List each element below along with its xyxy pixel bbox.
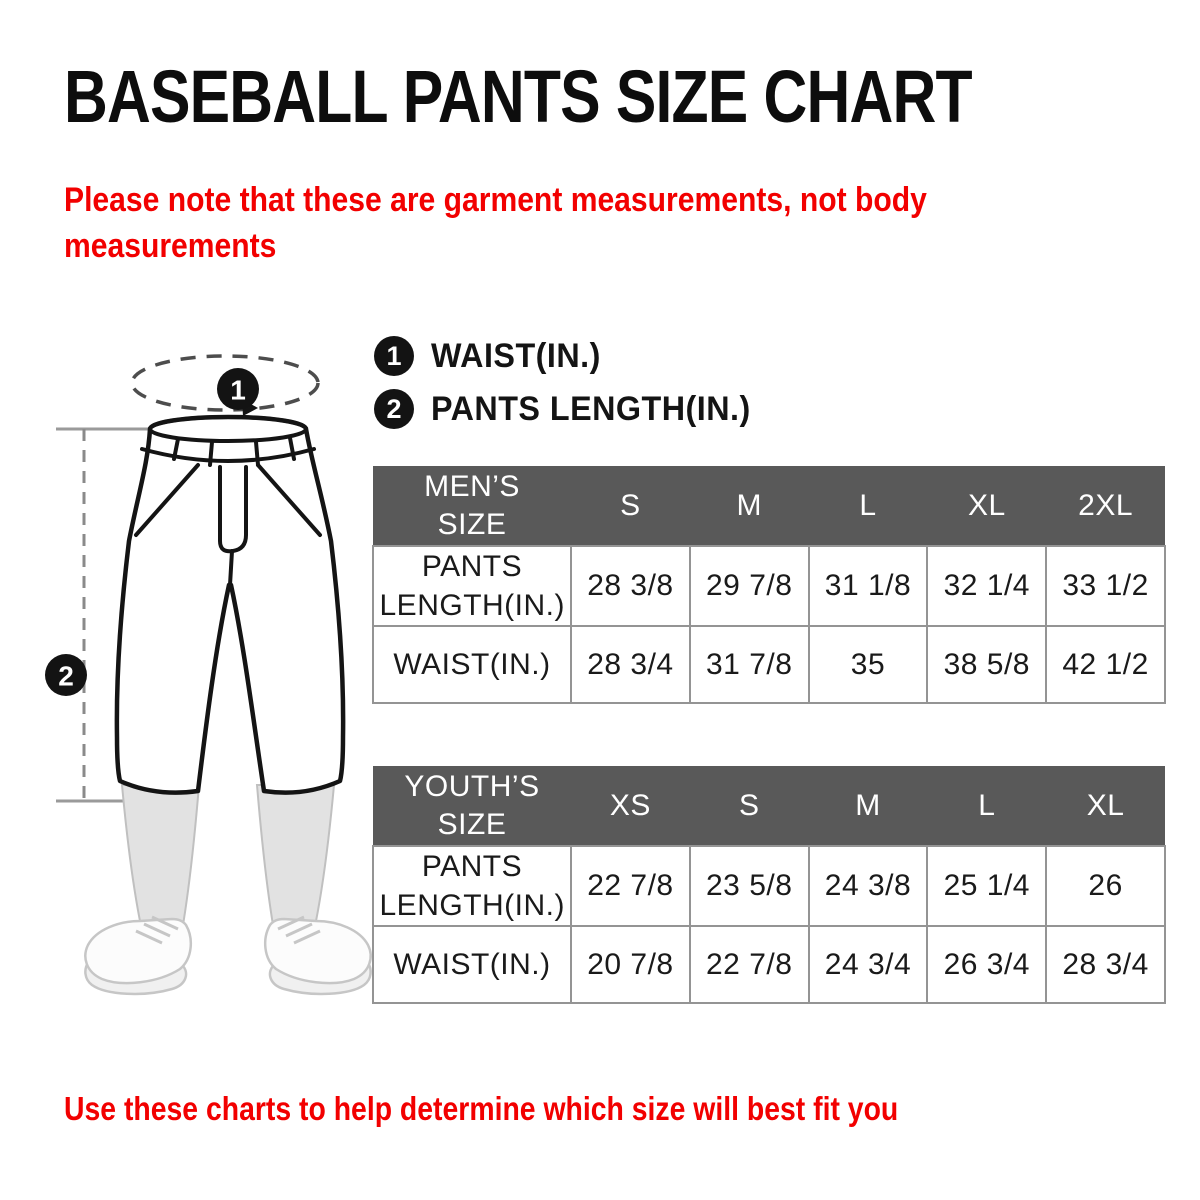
size-value-cell: 28 3/4 — [1046, 926, 1165, 1003]
size-header-cell: M — [809, 766, 928, 846]
size-value-cell: 24 3/8 — [809, 846, 928, 926]
legend-marker-1-icon: 1 — [374, 336, 414, 376]
row-label-cell: PANTS LENGTH(IN.) — [373, 546, 571, 626]
youth-pants-length-row — [373, 846, 1165, 926]
size-value-cell: 23 5/8 — [690, 846, 809, 926]
youth-header-row — [373, 766, 1165, 846]
size-value-cell: 35 — [809, 626, 928, 703]
svg-text:2: 2 — [58, 660, 74, 692]
size-value-cell: 31 7/8 — [690, 626, 809, 703]
size-value-cell: 20 7/8 — [571, 926, 690, 1003]
measurement-legend — [374, 336, 768, 442]
legend-label-waist: WAIST(IN.) — [431, 336, 601, 375]
garment-measurement-note — [64, 178, 927, 270]
size-value-cell: 24 3/4 — [809, 926, 928, 1003]
size-header-cell: XS — [571, 766, 690, 846]
youth-size-table — [372, 766, 1166, 1004]
size-header-cell: L — [927, 766, 1046, 846]
mens-header-row — [373, 466, 1165, 546]
mens-pants-length-row — [373, 546, 1165, 626]
svg-text:1: 1 — [230, 374, 246, 406]
size-header-cell: 2XL — [1046, 466, 1165, 546]
size-value-cell: 29 7/8 — [690, 546, 809, 626]
legend-item-waist — [374, 336, 768, 376]
note-line-2: measurements — [64, 226, 277, 265]
size-header-cell: M — [690, 466, 809, 546]
pants-outline-shape — [117, 417, 343, 793]
row-label-cell: WAIST(IN.) — [373, 926, 571, 1003]
size-value-cell: 31 1/8 — [809, 546, 928, 626]
size-header-cell: S — [571, 466, 690, 546]
socks-shape — [122, 785, 334, 931]
length-marker-badge — [45, 654, 87, 696]
size-value-cell: 26 3/4 — [927, 926, 1046, 1003]
page-title: BASEBALL PANTS SIZE CHART — [64, 55, 972, 138]
youth-waist-row — [373, 926, 1165, 1003]
right-shoe-icon — [265, 917, 370, 994]
legend-marker-2-icon: 2 — [374, 389, 414, 429]
footer-note: Use these charts to help determine which size will best fit you — [64, 1090, 899, 1127]
pants-measurement-diagram — [40, 345, 390, 1005]
table-title-cell: YOUTH’S SIZE — [373, 766, 571, 846]
size-value-cell: 38 5/8 — [927, 626, 1046, 703]
note-line-1: Please note that these are garment measurements, not body — [64, 181, 927, 219]
size-value-cell: 22 7/8 — [690, 926, 809, 1003]
size-value-cell: 25 1/4 — [927, 846, 1046, 926]
mens-waist-row — [373, 626, 1165, 703]
size-header-cell: XL — [927, 466, 1046, 546]
size-value-cell: 32 1/4 — [927, 546, 1046, 626]
row-label-cell: WAIST(IN.) — [373, 626, 571, 703]
size-value-cell: 42 1/2 — [1046, 626, 1165, 703]
size-value-cell: 28 3/8 — [571, 546, 690, 626]
legend-item-pants-length — [374, 389, 768, 429]
size-header-cell: XL — [1046, 766, 1165, 846]
size-value-cell: 22 7/8 — [571, 846, 690, 926]
size-value-cell: 33 1/2 — [1046, 546, 1165, 626]
size-value-cell: 26 — [1046, 846, 1165, 926]
mens-size-table — [372, 466, 1166, 704]
left-shoe-icon — [85, 917, 190, 994]
size-header-cell: L — [809, 466, 928, 546]
legend-label-pants-length: PANTS LENGTH(IN.) — [431, 389, 751, 428]
table-title-cell: MEN’S SIZE — [373, 466, 571, 546]
waist-marker-badge — [217, 368, 259, 410]
size-header-cell: S — [690, 766, 809, 846]
row-label-cell: PANTS LENGTH(IN.) — [373, 846, 571, 926]
size-value-cell: 28 3/4 — [571, 626, 690, 703]
